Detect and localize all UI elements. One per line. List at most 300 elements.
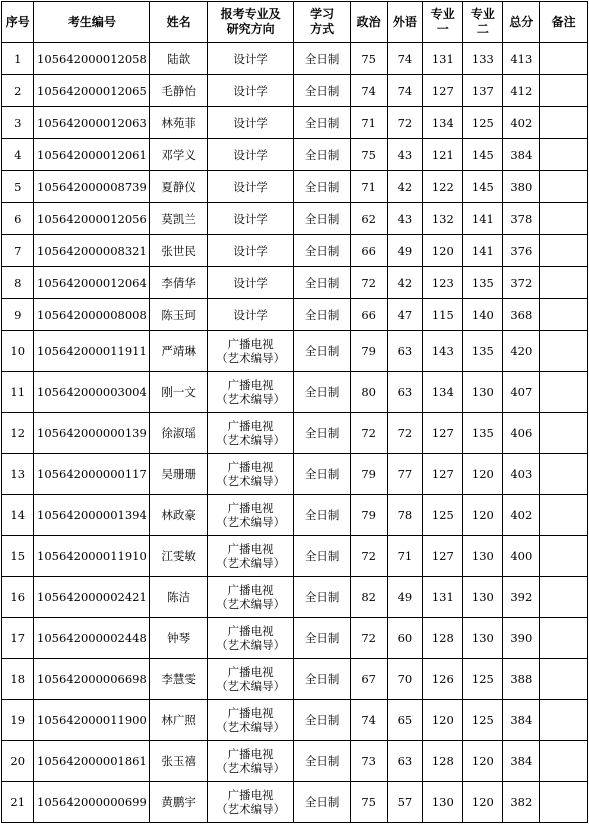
cell-remark	[540, 235, 588, 267]
cell-no: 21	[2, 782, 34, 823]
cell-total: 380	[503, 171, 540, 203]
cell-mode: 全日制	[294, 203, 350, 235]
cell-no: 1	[2, 43, 34, 75]
column-header-mode	[294, 2, 350, 43]
cell-major	[207, 171, 294, 203]
cell-politics: 74	[350, 700, 387, 741]
cell-mode: 全日制	[294, 700, 350, 741]
cell-major1: 128	[423, 741, 463, 782]
cell-major	[207, 413, 294, 454]
cell-major	[207, 495, 294, 536]
cell-major2: 130	[463, 536, 503, 577]
cell-major	[207, 267, 294, 299]
cell-name: 徐淑瑶	[150, 413, 207, 454]
cell-language: 77	[387, 454, 423, 495]
cell-language: 49	[387, 235, 423, 267]
cell-mode: 全日制	[294, 618, 350, 659]
cell-total: 384	[503, 700, 540, 741]
cell-mode: 全日制	[294, 75, 350, 107]
cell-major2: 125	[463, 107, 503, 139]
cell-no: 17	[2, 618, 34, 659]
cell-major1: 126	[423, 659, 463, 700]
cell-remark	[540, 171, 588, 203]
cell-exam-id: 105642000000139	[34, 413, 150, 454]
cell-exam-id: 105642000000117	[34, 454, 150, 495]
major-line: 广播电视	[227, 665, 274, 679]
cell-name: 陈玉珂	[150, 299, 207, 331]
cell-remark	[540, 139, 588, 171]
cell-language: 42	[387, 267, 423, 299]
cell-total: 420	[503, 331, 540, 372]
cell-total: 382	[503, 782, 540, 823]
cell-major	[207, 139, 294, 171]
cell-major2: 137	[463, 75, 503, 107]
column-header-politics	[350, 2, 387, 43]
cell-remark	[540, 782, 588, 823]
table-row	[2, 536, 588, 577]
cell-major1: 125	[423, 495, 463, 536]
cell-mode: 全日制	[294, 139, 350, 171]
cell-no: 13	[2, 454, 34, 495]
cell-language: 60	[387, 618, 423, 659]
cell-remark	[540, 267, 588, 299]
cell-language: 63	[387, 741, 423, 782]
cell-mode: 全日制	[294, 536, 350, 577]
cell-exam-id: 105642000012056	[34, 203, 150, 235]
major-line: 广播电视	[227, 583, 274, 597]
major-line: （艺术编导）	[216, 597, 286, 611]
cell-remark	[540, 700, 588, 741]
cell-language: 74	[387, 43, 423, 75]
cell-exam-id: 105642000011900	[34, 700, 150, 741]
cell-language: 78	[387, 495, 423, 536]
cell-remark	[540, 741, 588, 782]
cell-no: 6	[2, 203, 34, 235]
cell-major1: 134	[423, 372, 463, 413]
cell-language: 49	[387, 577, 423, 618]
cell-total: 368	[503, 299, 540, 331]
cell-politics: 75	[350, 139, 387, 171]
cell-major2: 125	[463, 659, 503, 700]
cell-mode: 全日制	[294, 659, 350, 700]
table-row	[2, 454, 588, 495]
cell-exam-id: 105642000001394	[34, 495, 150, 536]
cell-remark	[540, 536, 588, 577]
cell-total: 378	[503, 203, 540, 235]
cell-mode: 全日制	[294, 372, 350, 413]
cell-no: 14	[2, 495, 34, 536]
column-header-label: 研究方向	[226, 22, 275, 36]
cell-no: 5	[2, 171, 34, 203]
column-header-major1	[423, 2, 463, 43]
column-header-label: 方式	[310, 22, 335, 36]
column-header-label: 考生编号	[67, 14, 116, 29]
major-line: 设计学	[233, 211, 268, 226]
cell-major2: 135	[463, 413, 503, 454]
table-row	[2, 618, 588, 659]
table-row	[2, 203, 588, 235]
cell-major	[207, 577, 294, 618]
cell-name: 林广照	[150, 700, 207, 741]
cell-language: 74	[387, 75, 423, 107]
cell-major1: 120	[423, 235, 463, 267]
cell-major2: 120	[463, 741, 503, 782]
column-header-name	[150, 2, 207, 43]
cell-language: 63	[387, 331, 423, 372]
cell-remark	[540, 43, 588, 75]
cell-no: 11	[2, 372, 34, 413]
cell-major1: 134	[423, 107, 463, 139]
cell-major1: 115	[423, 299, 463, 331]
cell-total: 392	[503, 577, 540, 618]
cell-name: 陆歆	[150, 43, 207, 75]
cell-politics: 79	[350, 454, 387, 495]
major-line: 广播电视	[227, 501, 274, 515]
cell-total: 403	[503, 454, 540, 495]
cell-major	[207, 331, 294, 372]
table-row	[2, 171, 588, 203]
cell-remark	[540, 413, 588, 454]
cell-exam-id: 105642000001861	[34, 741, 150, 782]
column-header-label: 备注	[551, 14, 576, 29]
cell-language: 63	[387, 372, 423, 413]
cell-politics: 79	[350, 495, 387, 536]
cell-politics: 74	[350, 75, 387, 107]
cell-major2: 125	[463, 700, 503, 741]
major-line: 设计学	[233, 51, 268, 66]
cell-remark	[540, 618, 588, 659]
major-line: 设计学	[233, 147, 268, 162]
cell-mode: 全日制	[294, 299, 350, 331]
cell-major1: 121	[423, 139, 463, 171]
cell-politics: 62	[350, 203, 387, 235]
cell-language: 42	[387, 171, 423, 203]
column-header-label: 总分	[509, 14, 534, 29]
table-row	[2, 413, 588, 454]
cell-politics: 72	[350, 536, 387, 577]
major-line: （艺术编导）	[216, 802, 286, 816]
cell-exam-id: 105642000012063	[34, 107, 150, 139]
cell-exam-id: 105642000006698	[34, 659, 150, 700]
cell-major	[207, 700, 294, 741]
cell-mode: 全日制	[294, 171, 350, 203]
cell-name: 李倩华	[150, 267, 207, 299]
cell-exam-id: 105642000002421	[34, 577, 150, 618]
cell-total: 384	[503, 741, 540, 782]
cell-no: 8	[2, 267, 34, 299]
major-line: 广播电视	[227, 460, 274, 474]
cell-total: 413	[503, 43, 540, 75]
cell-major	[207, 235, 294, 267]
cell-no: 2	[2, 75, 34, 107]
major-line: 设计学	[233, 179, 268, 194]
table-row	[2, 43, 588, 75]
cell-mode: 全日制	[294, 331, 350, 372]
cell-total: 406	[503, 413, 540, 454]
column-header-label: 姓名	[166, 14, 191, 29]
major-line: 设计学	[233, 275, 268, 290]
cell-mode: 全日制	[294, 267, 350, 299]
cell-language: 65	[387, 700, 423, 741]
cell-language: 71	[387, 536, 423, 577]
column-header-label: 一	[436, 22, 449, 36]
cell-exam-id: 105642000012061	[34, 139, 150, 171]
major-line: （艺术编导）	[216, 392, 286, 406]
cell-major	[207, 299, 294, 331]
cell-politics: 73	[350, 741, 387, 782]
major-line: 广播电视	[227, 788, 274, 802]
cell-no: 3	[2, 107, 34, 139]
major-line: （艺术编导）	[216, 515, 286, 529]
cell-major	[207, 782, 294, 823]
column-header-label: 二	[476, 22, 489, 36]
cell-major1: 127	[423, 413, 463, 454]
column-header-remark	[540, 2, 588, 43]
cell-major1: 128	[423, 618, 463, 659]
cell-name: 毛静怡	[150, 75, 207, 107]
cell-total: 400	[503, 536, 540, 577]
cell-remark	[540, 577, 588, 618]
cell-major2: 120	[463, 495, 503, 536]
table-row	[2, 139, 588, 171]
cell-major2: 130	[463, 372, 503, 413]
cell-exam-id: 105642000003004	[34, 372, 150, 413]
cell-politics: 75	[350, 43, 387, 75]
cell-no: 12	[2, 413, 34, 454]
cell-major1: 131	[423, 577, 463, 618]
cell-major	[207, 618, 294, 659]
cell-name: 严靖琳	[150, 331, 207, 372]
cell-exam-id: 105642000008739	[34, 171, 150, 203]
cell-exam-id: 105642000012064	[34, 267, 150, 299]
column-header-label: 外语	[392, 14, 417, 29]
major-line: 设计学	[233, 307, 268, 322]
cell-name: 黄鹏宇	[150, 782, 207, 823]
major-line: （艺术编导）	[216, 638, 286, 652]
cell-politics: 75	[350, 782, 387, 823]
cell-major2: 135	[463, 267, 503, 299]
cell-major1: 127	[423, 75, 463, 107]
table-row	[2, 741, 588, 782]
cell-major	[207, 372, 294, 413]
cell-major2: 120	[463, 782, 503, 823]
cell-mode: 全日制	[294, 235, 350, 267]
cell-major2: 120	[463, 454, 503, 495]
column-header-major2	[463, 2, 503, 43]
cell-politics: 67	[350, 659, 387, 700]
table-row	[2, 495, 588, 536]
cell-remark	[540, 107, 588, 139]
cell-politics: 79	[350, 331, 387, 372]
cell-total: 390	[503, 618, 540, 659]
cell-name: 钟琴	[150, 618, 207, 659]
cell-mode: 全日制	[294, 107, 350, 139]
cell-major2: 133	[463, 43, 503, 75]
cell-remark	[540, 299, 588, 331]
cell-no: 10	[2, 331, 34, 372]
column-header-label: 专业	[470, 7, 495, 21]
column-header-label: 政治	[356, 14, 381, 29]
column-header-exam-id	[34, 2, 150, 43]
column-header-major	[207, 2, 294, 43]
major-line: （艺术编导）	[216, 474, 286, 488]
cell-remark	[540, 372, 588, 413]
cell-total: 407	[503, 372, 540, 413]
cell-language: 72	[387, 107, 423, 139]
cell-major1: 127	[423, 536, 463, 577]
cell-language: 70	[387, 659, 423, 700]
cell-name: 林苑菲	[150, 107, 207, 139]
column-header-label: 报考专业及	[220, 7, 281, 21]
cell-major1: 131	[423, 43, 463, 75]
cell-major	[207, 107, 294, 139]
major-line: 广播电视	[227, 706, 274, 720]
major-line: 广播电视	[227, 378, 274, 392]
major-line: （艺术编导）	[216, 761, 286, 775]
cell-no: 4	[2, 139, 34, 171]
column-header-total	[503, 2, 540, 43]
major-line: （艺术编导）	[216, 351, 286, 365]
cell-politics: 72	[350, 413, 387, 454]
cell-politics: 82	[350, 577, 387, 618]
major-line: （艺术编导）	[216, 556, 286, 570]
major-line: 广播电视	[227, 542, 274, 556]
column-header-label: 序号	[5, 14, 30, 29]
cell-no: 9	[2, 299, 34, 331]
table-row	[2, 700, 588, 741]
cell-major2: 145	[463, 139, 503, 171]
cell-language: 43	[387, 203, 423, 235]
column-header-language	[387, 2, 423, 43]
table-row	[2, 782, 588, 823]
major-line: （艺术编导）	[216, 433, 286, 447]
cell-exam-id: 105642000000699	[34, 782, 150, 823]
column-header-no	[2, 2, 34, 43]
cell-politics: 71	[350, 171, 387, 203]
cell-name: 张玉禧	[150, 741, 207, 782]
cell-name: 李慧雯	[150, 659, 207, 700]
cell-politics: 72	[350, 618, 387, 659]
cell-mode: 全日制	[294, 43, 350, 75]
cell-remark	[540, 495, 588, 536]
cell-total: 384	[503, 139, 540, 171]
cell-mode: 全日制	[294, 741, 350, 782]
cell-name: 江雯敏	[150, 536, 207, 577]
cell-no: 7	[2, 235, 34, 267]
cell-total: 372	[503, 267, 540, 299]
cell-exam-id: 105642000008008	[34, 299, 150, 331]
cell-no: 15	[2, 536, 34, 577]
major-line: （艺术编导）	[216, 720, 286, 734]
cell-no: 18	[2, 659, 34, 700]
table-body	[2, 43, 588, 823]
table-row	[2, 267, 588, 299]
cell-total: 412	[503, 75, 540, 107]
cell-major2: 145	[463, 171, 503, 203]
cell-name: 刚一文	[150, 372, 207, 413]
table-row	[2, 372, 588, 413]
cell-major	[207, 536, 294, 577]
cell-major2: 140	[463, 299, 503, 331]
cell-mode: 全日制	[294, 577, 350, 618]
admission-score-table	[1, 1, 588, 823]
cell-major2: 130	[463, 577, 503, 618]
cell-name: 林政豪	[150, 495, 207, 536]
cell-major	[207, 741, 294, 782]
cell-no: 20	[2, 741, 34, 782]
cell-politics: 71	[350, 107, 387, 139]
cell-remark	[540, 454, 588, 495]
cell-name: 夏静仪	[150, 171, 207, 203]
major-line: 广播电视	[227, 419, 274, 433]
cell-major1: 127	[423, 454, 463, 495]
cell-no: 19	[2, 700, 34, 741]
table-row	[2, 299, 588, 331]
cell-language: 57	[387, 782, 423, 823]
cell-major	[207, 43, 294, 75]
cell-major1: 120	[423, 700, 463, 741]
cell-name: 陈洁	[150, 577, 207, 618]
cell-major1: 122	[423, 171, 463, 203]
major-line: 广播电视	[227, 337, 274, 351]
major-line: 设计学	[233, 115, 268, 130]
cell-major1: 130	[423, 782, 463, 823]
cell-major2: 141	[463, 203, 503, 235]
cell-exam-id: 105642000002448	[34, 618, 150, 659]
cell-remark	[540, 75, 588, 107]
cell-total: 376	[503, 235, 540, 267]
cell-language: 47	[387, 299, 423, 331]
cell-language: 43	[387, 139, 423, 171]
major-line: 设计学	[233, 243, 268, 258]
major-line: 设计学	[233, 83, 268, 98]
cell-total: 388	[503, 659, 540, 700]
cell-exam-id: 105642000011911	[34, 331, 150, 372]
cell-exam-id: 105642000012058	[34, 43, 150, 75]
table-row	[2, 107, 588, 139]
cell-total: 402	[503, 107, 540, 139]
table-row	[2, 577, 588, 618]
table-row	[2, 235, 588, 267]
cell-politics: 66	[350, 235, 387, 267]
cell-politics: 66	[350, 299, 387, 331]
cell-major1: 132	[423, 203, 463, 235]
major-line: （艺术编导）	[216, 679, 286, 693]
cell-major1: 123	[423, 267, 463, 299]
cell-major	[207, 454, 294, 495]
table-header-row	[2, 2, 588, 43]
cell-exam-id: 105642000012065	[34, 75, 150, 107]
cell-no: 16	[2, 577, 34, 618]
cell-mode: 全日制	[294, 782, 350, 823]
cell-major	[207, 659, 294, 700]
cell-remark	[540, 659, 588, 700]
cell-major2: 141	[463, 235, 503, 267]
cell-major1: 143	[423, 331, 463, 372]
cell-politics: 72	[350, 267, 387, 299]
cell-total: 402	[503, 495, 540, 536]
major-line: 广播电视	[227, 747, 274, 761]
column-header-label: 学习	[310, 7, 335, 21]
cell-mode: 全日制	[294, 495, 350, 536]
major-line: 广播电视	[227, 624, 274, 638]
table-row	[2, 75, 588, 107]
column-header-label: 专业	[430, 7, 455, 21]
cell-major	[207, 75, 294, 107]
cell-mode: 全日制	[294, 454, 350, 495]
cell-exam-id: 105642000008321	[34, 235, 150, 267]
cell-mode: 全日制	[294, 413, 350, 454]
